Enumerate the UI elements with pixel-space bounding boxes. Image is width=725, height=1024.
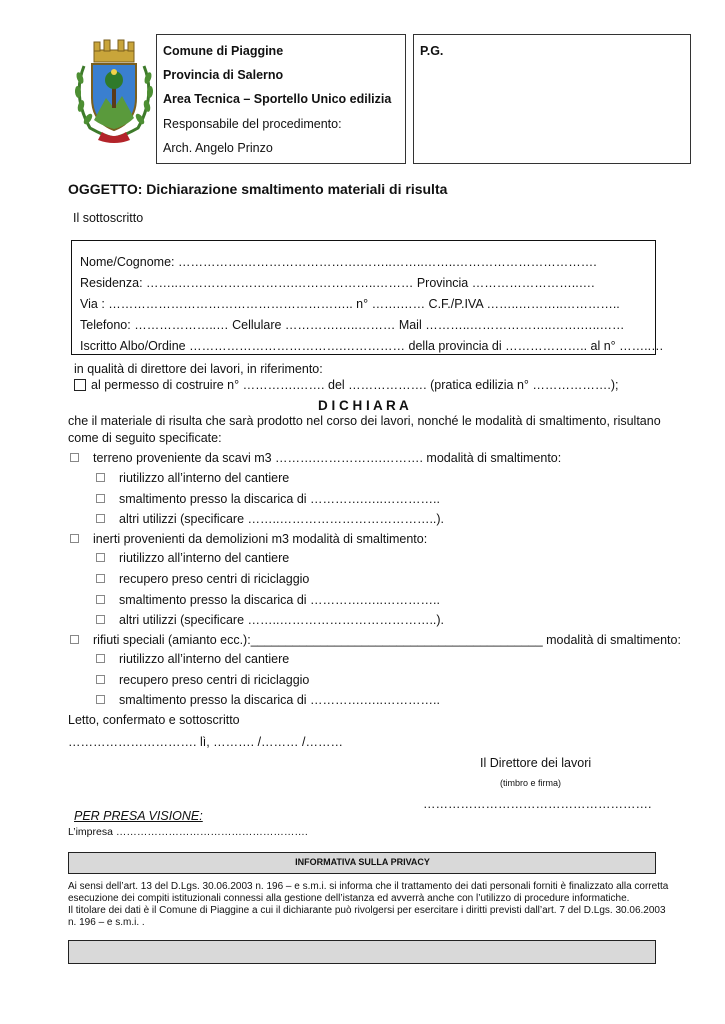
footer-grey-bar [68,940,656,964]
excavation-option-reuse [96,471,289,485]
privacy-line-3: Il titolare dei dati è il Comune di Piaggine a cui il dichiarante può rivolgersi per esercitare i diritti previsti dall’art. 7 del D.Lgs. 30.06.2003 [68,905,666,916]
residence-field[interactable]: Residenza: ……..……………………….………………..……… Provincia ……………………..…. [80,276,595,290]
special-waste-checkbox[interactable] [70,635,79,644]
address-field[interactable]: Via : ………………………………………………….. n° …….…… C.F./P.IVA ……..………..………….. [80,297,620,311]
header-municipality: Comune di Piaggine [163,44,284,58]
protocol-label: P.G. [420,44,444,58]
protocol-box [413,34,691,164]
header-responsible-name: Arch. Angelo Prinzo [163,141,273,155]
director-label: Il Direttore dei lavori [480,756,592,770]
header-office: Area Tecnica – Sportello Unico edilizia [163,92,392,106]
demolition-option-other [96,613,444,627]
demolition-other-label: altri utilizzi (specificare ……..………………………………..). [119,613,445,627]
permit-text: al permesso di costruire n° ………….……. del ………………. (pratica edilizia n° ……………….); [91,378,619,392]
coat-of-arms-logo [70,36,158,144]
demolition-landfill-label: smaltimento presso la discarica di ………….…..………….. [119,593,440,607]
register-field[interactable]: Iscritto Albo/Ordine ……………………………….…………… della provincia di ……………….. al n° ……..… [80,339,664,353]
confirmed-label: Letto, confermato e sottoscritto [68,713,240,727]
privacy-title: INFORMATIVA SULLA PRIVACY [295,857,430,867]
excavation-option-other [96,512,444,526]
special-reuse-checkbox[interactable] [96,654,105,663]
privacy-text [68,881,668,929]
header-responsible-label: Responsabile del procedimento: [163,117,342,131]
special-recycling-label: recupero preso centri di riciclaggio [119,673,310,687]
special-reuse-label: riutilizzo all’interno del cantiere [119,652,290,666]
special-landfill-checkbox[interactable] [96,695,105,704]
header-province: Provincia di Salerno [163,68,284,82]
item-demolition-inerts [70,532,427,546]
demolition-landfill-checkbox[interactable] [96,595,105,604]
item-excavation-soil [70,451,561,465]
excavation-option-landfill [96,492,440,506]
special-option-landfill [96,693,440,707]
demolition-label: inerti provenienti da demolizioni m3 modalità di smaltimento: [93,532,428,546]
company-field[interactable]: L’impresa ………………………………………………. [68,826,308,838]
special-landfill-label: smaltimento presso la discarica di ………….…..………….. [119,693,440,707]
excavation-other-label: altri utilizzi (specificare ……..………………………………..). [119,512,445,526]
excavation-soil-label: terreno proveniente da scavi m3 ……….…………….………. modalità di smaltimento: [93,451,562,465]
demolition-recycling-checkbox[interactable] [96,574,105,583]
demolition-other-checkbox[interactable] [96,615,105,624]
demolition-reuse-label: riutilizzo all’interno del cantiere [119,551,290,565]
demolition-option-recycling [96,572,309,586]
intro-line-2: come di seguito specificate: [68,431,222,445]
permit-line [74,378,618,392]
demolition-checkbox[interactable] [70,534,79,543]
excavation-reuse-label: riutilizzo all’interno del cantiere [119,471,290,485]
intro-line-1: che il materiale di risulta che sarà prodotto nel corso dei lavori, nonché le modalità di smaltimento, risultano [68,414,661,428]
quality-line: in qualità di direttore dei lavori, in riferimento: [74,362,323,376]
demolition-reuse-checkbox[interactable] [96,553,105,562]
demolition-option-reuse [96,551,289,565]
subject-title: OGGETTO: Dichiarazione smaltimento materiali di risulta [68,181,448,197]
special-waste-label: rifiuti speciali (amianto ecc.):__________________________________________ modalità di smaltimento: [93,633,681,647]
special-option-recycling [96,673,309,687]
special-recycling-checkbox[interactable] [96,675,105,684]
stamp-label: (timbro e firma) [500,778,562,788]
privacy-line-2: esecuzione dei compiti istituzionali connessi alla gestione dell’istanza ed avverrà anche con l’utilizzo di procedure informatiche. [68,893,630,904]
demolition-recycling-label: recupero preso centri di riciclaggio [119,572,310,586]
declares-heading: D I C H I A R A [318,398,409,413]
privacy-line-1: Ai sensi dell’art. 13 del D.Lgs. 30.06.2003 n. 196 – e s.m.i. si informa che il trattamento dei dati personali forniti è finalizzato alla corretta [68,881,669,892]
place-date-field[interactable]: …………………………. lì, ………. /……… /……… [68,735,344,749]
excavation-landfill-checkbox[interactable] [96,494,105,503]
demolition-option-landfill [96,593,440,607]
phone-field[interactable]: Telefono: ………………..… Cellulare ………….…..……… Mail ………..………………..…….…..…… [80,318,625,332]
excavation-other-checkbox[interactable] [96,514,105,523]
excavation-soil-checkbox[interactable] [70,453,79,462]
item-special-waste [70,633,681,647]
undersigned-label: Il sottoscritto [73,211,144,225]
permit-checkbox[interactable] [74,379,86,391]
special-option-reuse [96,652,289,666]
vision-label: PER PRESA VISIONE: [74,809,203,823]
privacy-line-4: n. 196 – e s.m.i. . [68,917,145,928]
name-field[interactable]: Nome/Cognome: …………….……………………….……..……..……..……………………………. [80,255,597,269]
signature-line[interactable]: ………………………………………………. [423,797,652,811]
excavation-reuse-checkbox[interactable] [96,473,105,482]
excavation-landfill-label: smaltimento presso la discarica di ………….…..………….. [119,492,440,506]
